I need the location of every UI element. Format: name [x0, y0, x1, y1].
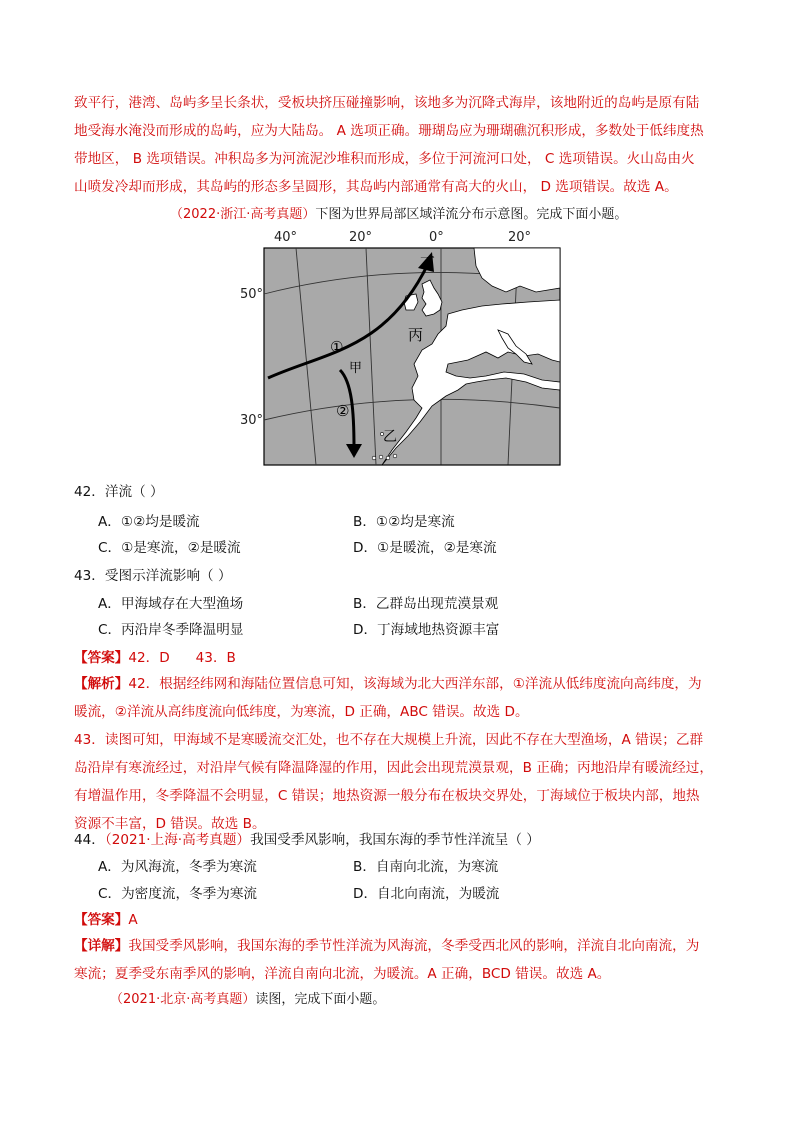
analysis-text: 42．根据经纬网和海陆位置信息可知，该海域为北大西洋东部，①洋流从低纬度流向高纬度，为	[128, 676, 702, 692]
analysis-42-43	[74, 670, 726, 838]
label-ding: 丁	[420, 254, 436, 272]
lon-label-0: 0°	[429, 230, 444, 245]
label-yi: 乙	[383, 429, 397, 445]
q42-option-a[interactable]: A．①②均是暖流	[98, 514, 200, 530]
answer-42-43	[74, 648, 236, 668]
q43-option-b[interactable]: B．乙群岛出现荒漠景观	[353, 596, 499, 612]
lat-label-50n: 50°	[240, 287, 264, 302]
question-intro	[110, 990, 385, 1010]
analysis-line: 43．读图可知，甲海域不是寒暖流交汇处，也不存在大规模上升流，因此不存在大型渔场，A 错误；乙群	[74, 732, 704, 748]
question-43-stem: 43．受图示洋流影响（ ）	[74, 568, 232, 584]
lon-label-40w: 40°	[274, 230, 298, 245]
q43-option-d[interactable]: D．丁海域地热资源丰富	[353, 622, 500, 638]
q44-option-b[interactable]: B．自南向北流，为寒流	[353, 859, 499, 875]
analysis-line: 暖流，②洋流从高纬度流向低纬度，为寒流，D 正确，ABC 错误。故选 D。	[74, 704, 529, 720]
question-42-stem: 42．洋流（ ）	[74, 484, 164, 500]
lon-label-20w: 20°	[349, 230, 373, 245]
answer-text: A	[128, 912, 138, 928]
detail-tag: 【详解】	[74, 938, 129, 954]
source-tag: （2021·北京·高考真题）	[110, 992, 256, 1007]
analysis-line	[74, 670, 726, 698]
answer-tag: 【答案】	[74, 912, 129, 928]
lat-label-30n: 30°	[240, 413, 264, 428]
answer-44	[74, 910, 138, 930]
analysis-line: 资源不丰富，D 错误。故选 B。	[74, 816, 266, 832]
q43-option-a[interactable]: A．甲海域存在大型渔场	[98, 596, 244, 612]
question-44-stem	[74, 830, 540, 850]
q44-option-c[interactable]: C．为密度流，冬季为寒流	[98, 886, 258, 902]
prev-explanation	[74, 89, 726, 201]
q44-option-d[interactable]: D．自北向南流，为暖流	[353, 886, 500, 902]
detail-line: 寒流；夏季受东南季风的影响，洋流自南向北流，为暖流。A 正确，BCD 错误。故选 A。	[74, 966, 611, 982]
canary-island	[386, 456, 390, 460]
canary-island	[379, 455, 383, 459]
source-tag: （2022·浙江·高考真题）	[170, 207, 316, 222]
detail-line	[74, 932, 726, 960]
intro-text: 读图，完成下面小题。	[255, 992, 386, 1007]
prev-explanation-line: 致平行，港湾、岛屿多呈长条状，受板块挤压碰撞影响，该地多为沉降式海岸，该地附近的岛屿是原有陆	[74, 95, 700, 111]
question-text: 我国受季风影响，我国东海的季节性洋流呈（ ）	[250, 832, 540, 848]
answer-text: 42．D 43．B	[128, 650, 236, 666]
intro-text: 下图为世界局部区域洋流分布示意图。完成下面小题。	[315, 207, 628, 222]
detail-44	[74, 932, 726, 988]
q42-option-d[interactable]: D．①是暖流，②是寒流	[353, 540, 497, 556]
prev-explanation-line: 带地区， B 选项错误。冲积岛多为河流泥沙堆积而形成，多位于河流河口处， C 选项错误。火山岛由火	[74, 151, 695, 167]
q43-option-c[interactable]: C．丙沿岸冬季降温明显	[98, 622, 244, 638]
map-body	[264, 248, 560, 465]
source-tag: （2021·上海·高考真题）	[104, 832, 251, 848]
q44-option-a[interactable]: A．为风海流，冬季为寒流	[98, 859, 257, 875]
analysis-tag: 【解析】	[74, 676, 129, 692]
question-number: 44．	[74, 832, 105, 848]
q42-option-c[interactable]: C．①是寒流，②是暖流	[98, 540, 241, 556]
q42-option-b[interactable]: B．①②均是寒流	[353, 514, 455, 530]
canary-island	[393, 454, 397, 458]
analysis-line: 有增温作用，冬季降温不会明显，C 错误；地热资源一般分布在板块交界处，丁海域位于板块内部，地热	[74, 788, 700, 804]
prev-explanation-line: 地受海水淹没而形成的岛屿，应为大陆岛。 A 选项正确。珊瑚岛应为珊瑚礁沉积形成，多数处于低纬度热	[74, 123, 704, 139]
label-current-1: ①	[330, 338, 344, 356]
answer-tag: 【答案】	[74, 650, 129, 666]
lon-label-20e: 20°	[508, 230, 532, 245]
label-bing: 丙	[408, 326, 424, 344]
label-jia: 甲	[349, 361, 363, 376]
canary-island	[372, 456, 376, 460]
prev-explanation-line: 山喷发冷却而形成，其岛屿的形态多呈圆形，其岛屿内部通常有高大的火山， D 选项错误。故选 A。	[74, 179, 678, 195]
ocean-current-map	[236, 222, 566, 468]
analysis-line: 岛沿岸有寒流经过，对沿岸气候有降温降湿的作用，因此会出现荒漠景观，B 正确；丙地沿岸有暖流经过，	[74, 760, 713, 776]
detail-text: 我国受季风影响，我国东海的季节性洋流为风海流，冬季受西北风的影响，洋流自北向南流，为	[128, 938, 700, 954]
label-current-2: ②	[336, 402, 350, 420]
